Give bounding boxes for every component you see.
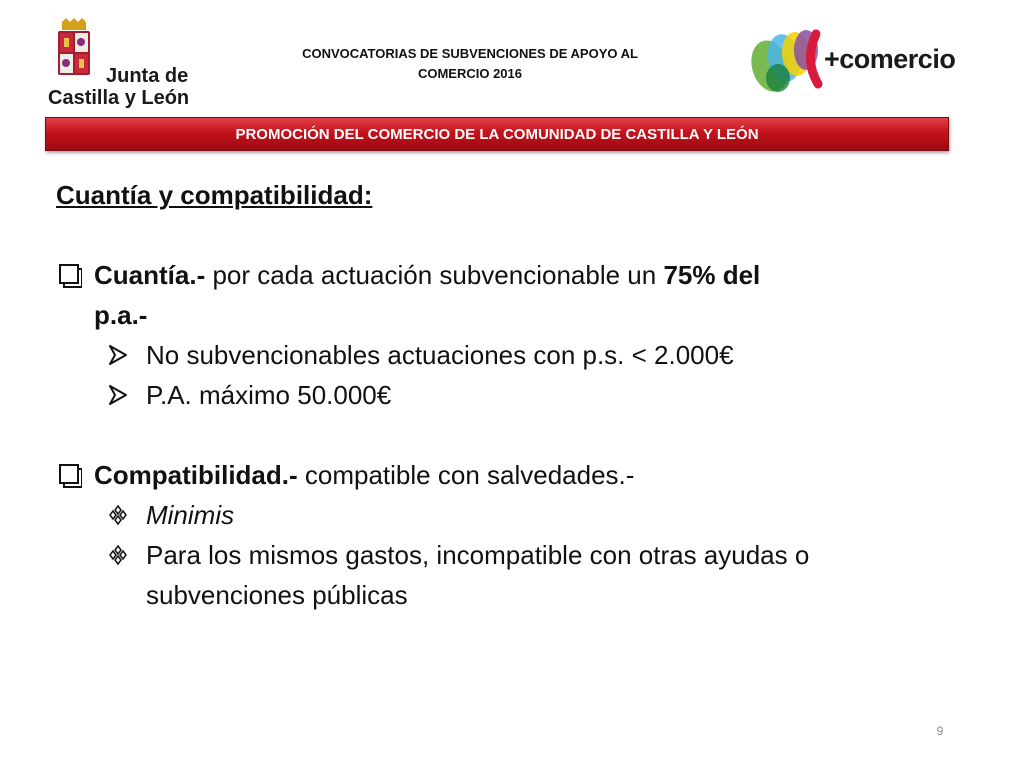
four-diamond-bullet-icon [106, 535, 130, 575]
banner-text: PROMOCIÓN DEL COMERCIO DE LA COMUNIDAD DE CASTILLA Y LEÓN [235, 125, 759, 143]
page-number: 9 [936, 724, 944, 738]
sub-bullet-cuantia-2 [56, 375, 976, 415]
compat-text: compatible con salvedades.- [297, 460, 635, 490]
cuantia-sub-1: No subvencionables actuaciones con p.s. < 2.000€ [146, 340, 734, 370]
sub-bullet-cuantia-1 [56, 335, 976, 375]
compat-label: Compatibilidad.- [94, 460, 298, 490]
section-banner [45, 117, 949, 151]
bullet-cuantia [56, 255, 976, 335]
cuantia-label: Cuantía.- [94, 260, 206, 290]
sub-bullet-compat-2 [56, 535, 976, 615]
logo-text-castilla-y-leon: Castilla y León [48, 87, 190, 109]
four-diamond-bullet-icon [106, 495, 130, 535]
document-header-title [270, 44, 670, 84]
compat-sub-2-cont: subvenciones públicas [146, 580, 408, 610]
sub-bullet-compat-1 [56, 495, 976, 535]
junta-castilla-leon-logo [44, 14, 194, 109]
arrow-bullet-icon [106, 335, 130, 375]
slide-content [56, 175, 976, 615]
cuantia-percent-cont: p.a.- [94, 300, 148, 330]
checkbox-bullet-icon [56, 455, 82, 495]
checkbox-bullet-icon [56, 255, 82, 295]
mas-comercio-logo [748, 24, 958, 100]
comercio-logo-text: +comercio [824, 44, 956, 74]
header-title-line2: COMERCIO 2016 [417, 66, 523, 81]
logo-text-junta-de: Junta de [106, 65, 189, 87]
compat-sub-1: Minimis [146, 500, 235, 530]
section-title: Cuantía y compatibilidad: [56, 180, 373, 210]
header-title-line1: CONVOCATORIAS DE SUBVENCIONES DE APOYO AL [302, 46, 638, 61]
bullet-compatibilidad [56, 455, 976, 495]
cuantia-sub-2: P.A. máximo 50.000€ [146, 380, 392, 410]
arrow-bullet-icon [106, 375, 130, 415]
cuantia-text: por cada actuación subvencionable un [205, 260, 664, 290]
compat-sub-2: Para los mismos gastos, incompatible con otras ayudas o [146, 540, 810, 570]
cuantia-percent: 75% del [663, 260, 761, 290]
